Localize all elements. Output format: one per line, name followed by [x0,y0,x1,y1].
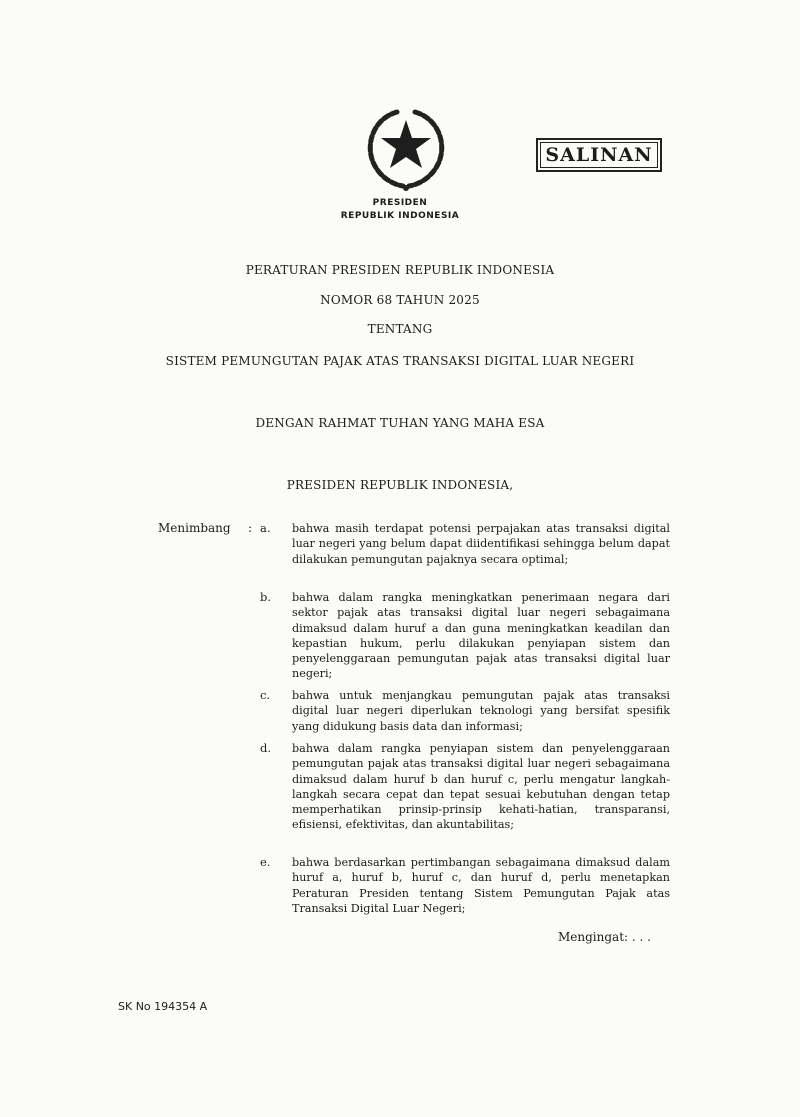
regulation-title: PERATURAN PRESIDEN REPUBLIK INDONESIA [245,263,555,277]
continuation-marker: Mengingat: . . . [558,930,651,944]
emblem-caption-president: PRESIDEN [372,198,428,208]
regulation-about: TENTANG [367,322,433,336]
item-letter: e. [260,855,271,869]
item-letter: d. [260,741,272,755]
item-letter: b. [260,590,272,604]
stamp-label: SALINAN [545,144,653,166]
president-line: PRESIDEN REPUBLIK INDONESIA, [286,478,514,492]
item-text: bahwa untuk menjangkau pemungutan pajak atas transaksi digital luar negeri diperlukan teknologi yang bersifat spesifik yang didukung basis data dan informasi; [292,689,670,733]
item-letter: c. [260,688,271,702]
item-text: bahwa dalam rangka penyiapan sistem dan penyelenggaraan pemungutan pajak atas transaksi digital luar negeri sebagaimana dimaksud dalam huruf b dan huruf c, perlu mengatur langkah-langkah secara cepat dan tepat sesuai kebutuhan dengan tetap memperhatikan prinsip-prinsip kehati-hatian, transparansi, efisiensi, efektivitas, dan akuntabilitas; [292,742,670,832]
salinan-stamp [536,138,662,172]
regulation-subject: SISTEM PEMUNGUTAN PAJAK ATAS TRANSAKSI DIGITAL LUAR NEGERI [165,354,635,368]
blessing-line: DENGAN RAHMAT TUHAN YANG MAHA ESA [255,416,545,430]
emblem-caption-republic: REPUBLIK INDONESIA [340,211,460,221]
considering-colon: : [248,521,253,535]
regulation-number: NOMOR 68 TAHUN 2025 [320,293,480,307]
considering-label: Menimbang [158,521,231,535]
item-letter: a. [260,521,271,535]
item-text: bahwa dalam rangka meningkatkan penerimaan negara dari sektor pajak atas transaksi digital luar negeri sebagaimana dimaksud dalam huruf a dan guna meningkatkan keadilan dan kepastian hukum, perlu dilakukan penyiapan sistem dan penyelenggaraan pemungutan pajak atas transaksi digital luar negeri; [292,591,670,681]
item-text: bahwa berdasarkan pertimbangan sebagaimana dimaksud dalam huruf a, huruf b, huruf c, dan huruf d, perlu menetapkan Peraturan Presiden tentang Sistem Pemungutan Pajak atas Transaksi Digital Luar Negeri; [292,856,670,915]
document-code: SK No 194354 A [118,1000,208,1013]
item-text: bahwa masih terdapat potensi perpajakan atas transaksi digital luar negeri yang belum dapat diidentifikasi sehingga belum dapat dilakukan pemungutan pajaknya secara optimal; [292,522,670,566]
garuda-star-emblem-icon [357,98,455,196]
